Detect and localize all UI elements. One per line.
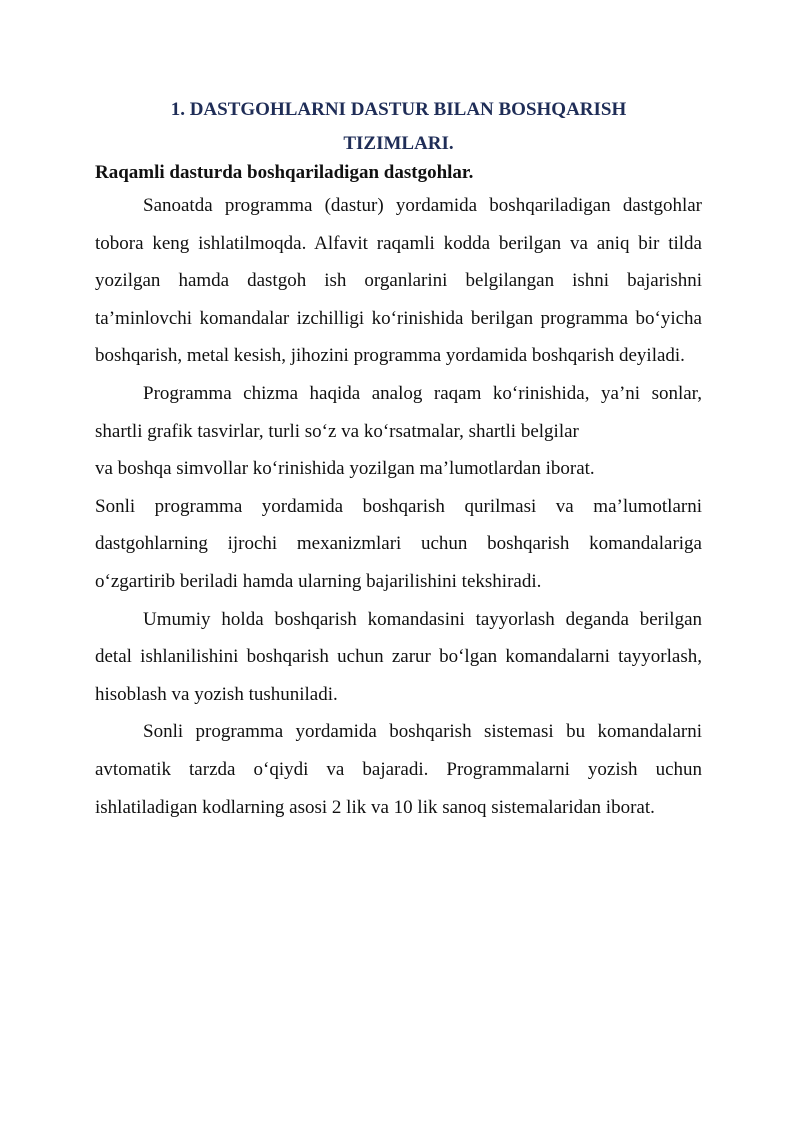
document-title-line-1: 1. DASTGOHLARNI DASTUR BILAN BOSHQARISH <box>170 99 627 120</box>
paragraph-6: Sonli programma yordamida boshqarish sistemasi bu komandalarni avtomatik tarzda o‘qiydi va bajaradi. Programmalarni yozish uchun ishlatiladigan kodlarning asosi 2 lik va 10 lik sanoq sistemalaridan iborat. <box>95 721 702 818</box>
paragraph-5: Umumiy holda boshqarish komandasini tayyorlash deganda berilgan detal ishlanilishini boshqarish uchun zarur bo‘lgan komandalarni tayyorlash, hisoblash va yozish tushuniladi. <box>95 608 702 705</box>
section-heading: Raqamli dasturda boshqariladigan dastgohlar. <box>95 162 474 183</box>
document-title-line-2: TIZIMLARI. <box>343 133 454 154</box>
paragraph-2: Programma chizma haqida analog raqam ko‘rinishida, ya’ni sonlar, shartli grafik tasvirlar, turli so‘z va ko‘rsatmalar, shartli belgilar <box>95 382 702 442</box>
paragraph-3: va boshqa simvollar ko‘rinishida yozilgan ma’lumotlardan iborat. <box>95 458 595 480</box>
document-page <box>95 92 702 826</box>
paragraph-4: Sonli programma yordamida boshqarish qurilmasi va ma’lumotlarni dastgohlarning ijrochi mexanizmlari uchun boshqarish komandalariga o‘zgartirib beriladi hamda ularning bajarilishini tekshiradi. <box>95 495 702 592</box>
paragraph-1: Sanoatda programma (dastur) yordamida boshqariladigan dastgohlar tobora keng ishlatilmoqda. Alfavit raqamli kodda berilgan va aniq bir tilda yozilgan hamda dastgoh ish organlarini belgilangan ishni bajarishni ta’minlovchi komandalar izchilligi ko‘rinishida berilgan programma bo‘yicha boshqarish, metal kesish, jihozini programma yordamida boshqarish deyiladi. <box>95 195 702 367</box>
